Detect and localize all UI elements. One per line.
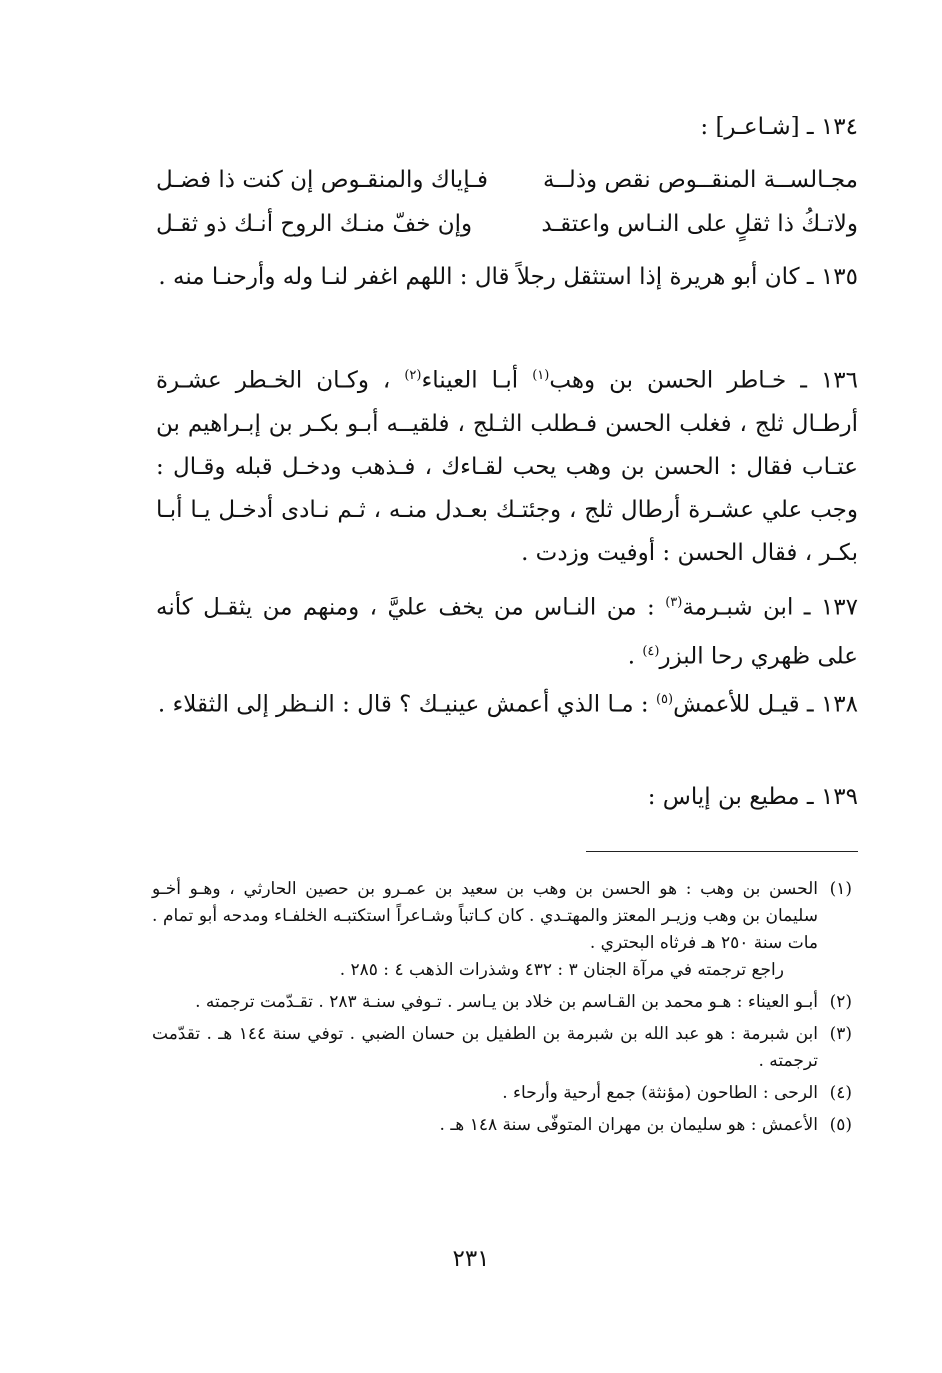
verse-2-second-hemistich: وإن خفّ منـك الروح أنـك ذو ثقـل xyxy=(156,211,473,237)
footnote-ref-2: (٢) xyxy=(404,368,422,383)
footnote-1-reference: راجع ترجمته في مرآة الجنان ٣ : ٤٣٢ وشذرات الذهب ٤ : ٢٨٥ . xyxy=(339,960,784,980)
footnote-5-text: الأعمش : هو سليمان بن مهران المتوفّى سنة ١٤٨ هـ . xyxy=(439,1115,818,1135)
footnote-5 xyxy=(152,1112,852,1139)
footnote-ref-4: (٤) xyxy=(642,643,660,659)
footnote-3 xyxy=(152,1021,852,1075)
footnote-ref-3: (٣) xyxy=(665,595,683,610)
entry-139-heading: ١٣٩ ـ مطيع بن إياس : xyxy=(647,784,858,810)
entry-137-text-2: : من النـاس من يخف عليَّ ، ومنهم من يثقـل كأنه على ظهري رحا البزر xyxy=(156,594,858,670)
entry-137-text-1: ١٣٧ ـ ابن شبـرمة xyxy=(682,594,859,621)
verse-1-second-hemistich: فـإياك والمنقـوص إن كنت ذا فضـل xyxy=(156,167,488,193)
footnote-4-number: (٤) xyxy=(829,1083,852,1103)
footnotes xyxy=(152,876,852,1139)
verse-line-2 xyxy=(156,204,858,244)
verse-1-first-hemistich: مجـالســة المنقــوص نقص وذلــة xyxy=(543,167,858,193)
entry-136 xyxy=(156,354,858,575)
footnote-2-text: أبـو العيناء : هـو محمد بن القـاسم بن خلاد بن يـاسر . تـوفي سنـة ٢٨٣ . تقـدّمت ترجمته . xyxy=(195,992,818,1012)
entry-137-text-3: . xyxy=(627,643,643,670)
entry-138-text-2: : مـا الذي أعمش عينيـك ؟ قال : النـظر إلى الثقلاء . xyxy=(157,691,656,718)
footnote-3-text: ابن شبرمة : هو عبد الله بن شبرمة بن الطفيل بن حسان الضبي . توفي سنة ١٤٤ هـ . تقدّمت ترجمته . xyxy=(152,1024,818,1071)
footnote-1-number: (١) xyxy=(829,879,852,899)
entry-136-text-3: ، وكـان الخـطر عشـرة أرطـال ثلج ، فغلب الحسن فـطلب الثـلج ، فلقيــه أبـو بكـر بن إبـراهيم بن عتـاب فقال : الحسن بن وهب يحب لقـاءك ، فـذهب ودخـل قبله وقـال : وجب علي عشـرة أرطال ثلج ، وجئتـك بعـدل منـه ، ثـم نـادى أدخـل يـا أبـا بكـر ، فقال الحسن : أوفيت وزدت . xyxy=(156,367,858,566)
footnote-2-number: (٢) xyxy=(829,992,852,1012)
entry-135: ١٣٥ ـ كان أبو هريرة إذا استثقل رجلاً قال : اللهم اغفر لنـا وله وأرحنـا منه . xyxy=(158,264,858,290)
footnote-ref-1: (١) xyxy=(532,368,550,383)
footnote-4-text: الرحى : الطاحون (مؤنثة) جمع أرحية وأرحاء . xyxy=(502,1083,818,1103)
footnote-5-number: (٥) xyxy=(829,1115,852,1135)
footnote-4 xyxy=(152,1080,852,1107)
entry-138 xyxy=(156,678,858,727)
entry-138-text-1: ١٣٨ ـ قيـل للأعمش xyxy=(673,691,858,718)
footnote-2 xyxy=(152,989,852,1016)
entry-134-verses xyxy=(156,160,858,244)
footnote-ref-5: (٥) xyxy=(655,692,674,707)
entry-136-text-2: أبـا العيناء xyxy=(421,367,533,394)
entry-137 xyxy=(156,581,858,678)
entry-134-heading: ١٣٤ ـ [شـاعـر] : xyxy=(700,114,858,140)
footnote-separator xyxy=(586,851,858,852)
entry-136-text-1: ١٣٦ ـ خـاطر الحسن بن وهب xyxy=(549,367,859,394)
page-number: ٢٣١ xyxy=(452,1246,490,1272)
footnote-1 xyxy=(152,876,852,957)
footnote-1-text: الحسن بن وهب : هو الحسن بن وهب بن سعيد بن عمـرو بن حصين الحارثي ، وهـو أخـو سليمان بن وهب وزيـر المعتز والمهتـدي . كان كـاتباً وشـاعراً استكتبـه الخلفـاء ومدحه أبو تمام . مات سنة ٢٥٠ هـ فرثاه البحتري . xyxy=(152,879,818,953)
verse-line-1 xyxy=(156,160,858,200)
verse-2-first-hemistich: ولاتـكُ ذا ثقلٍ على النـاس واعتقـد xyxy=(541,211,858,237)
footnote-3-number: (٣) xyxy=(829,1024,852,1044)
